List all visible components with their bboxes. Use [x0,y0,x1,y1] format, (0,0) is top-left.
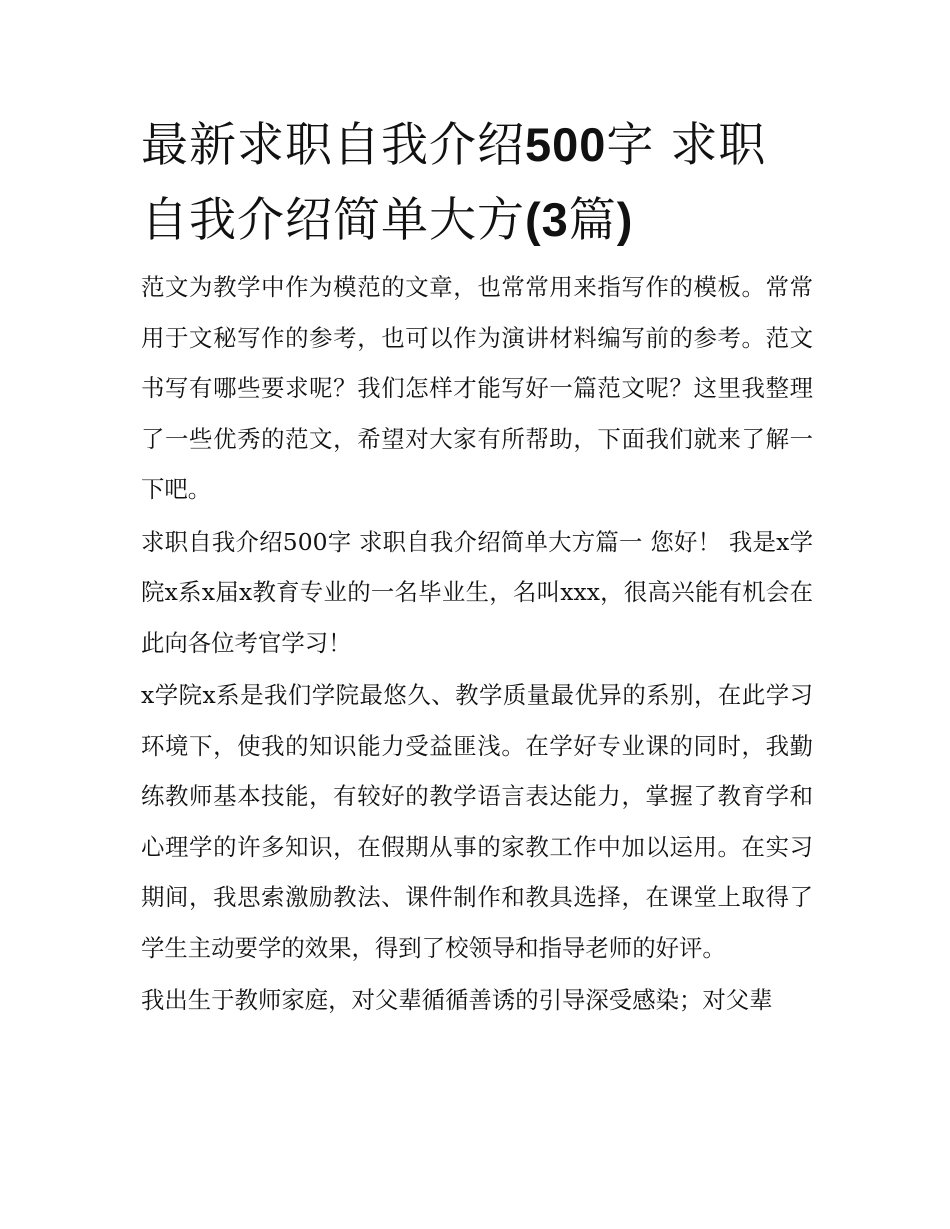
title-number-3: (3 [525,193,569,246]
paragraph-greeting: 求职自我介绍500字 求职自我介绍简单大方篇一 您好！ 我是x学院x系x届x教育专业的一名毕业生，名叫xxx，很高兴能有机会在此向各位考官学习！ [141,527,813,657]
title-text-2: 字 求职自我介绍简单大方 [141,118,767,248]
title-text-1: 最新求职自我介绍 [141,118,525,173]
title-close-paren: ) [616,193,634,246]
document-page [141,108,813,1028]
title-text-3: 篇 [568,193,617,248]
document-body [141,262,813,1026]
paragraph-family: 我出生于教师家庭，对父辈循循善诱的引导深受感染；对父辈 [141,986,773,1014]
document-title [141,108,813,258]
title-number-500: 500 [525,118,607,171]
paragraph-department: x学院x系是我们学院最悠久、教学质量最优异的系别，在此学习环境下，使我的知识能力受益匪浅。在学好专业课的同时，我勤练教师基本技能，有较好的教学语言表达能力，掌握了教育学和心理学的许多知识，在假期从事的家教工作中加以运用。在实习期间，我思索激励教法、课件制作和教具选择，在课堂上取得了学生主动要学的效果，得到了校领导和指导老师的好评。 [141,681,813,962]
paragraph-intro: 范文为教学中作为模范的文章，也常常用来指写作的模板。常常用于文秘写作的参考，也可以作为演讲材料编写前的参考。范文书写有哪些要求呢？我们怎样才能写好一篇范文呢？这里我整理了一些优秀的范文，希望对大家有所帮助，下面我们就来了解一下吧。 [141,273,813,503]
